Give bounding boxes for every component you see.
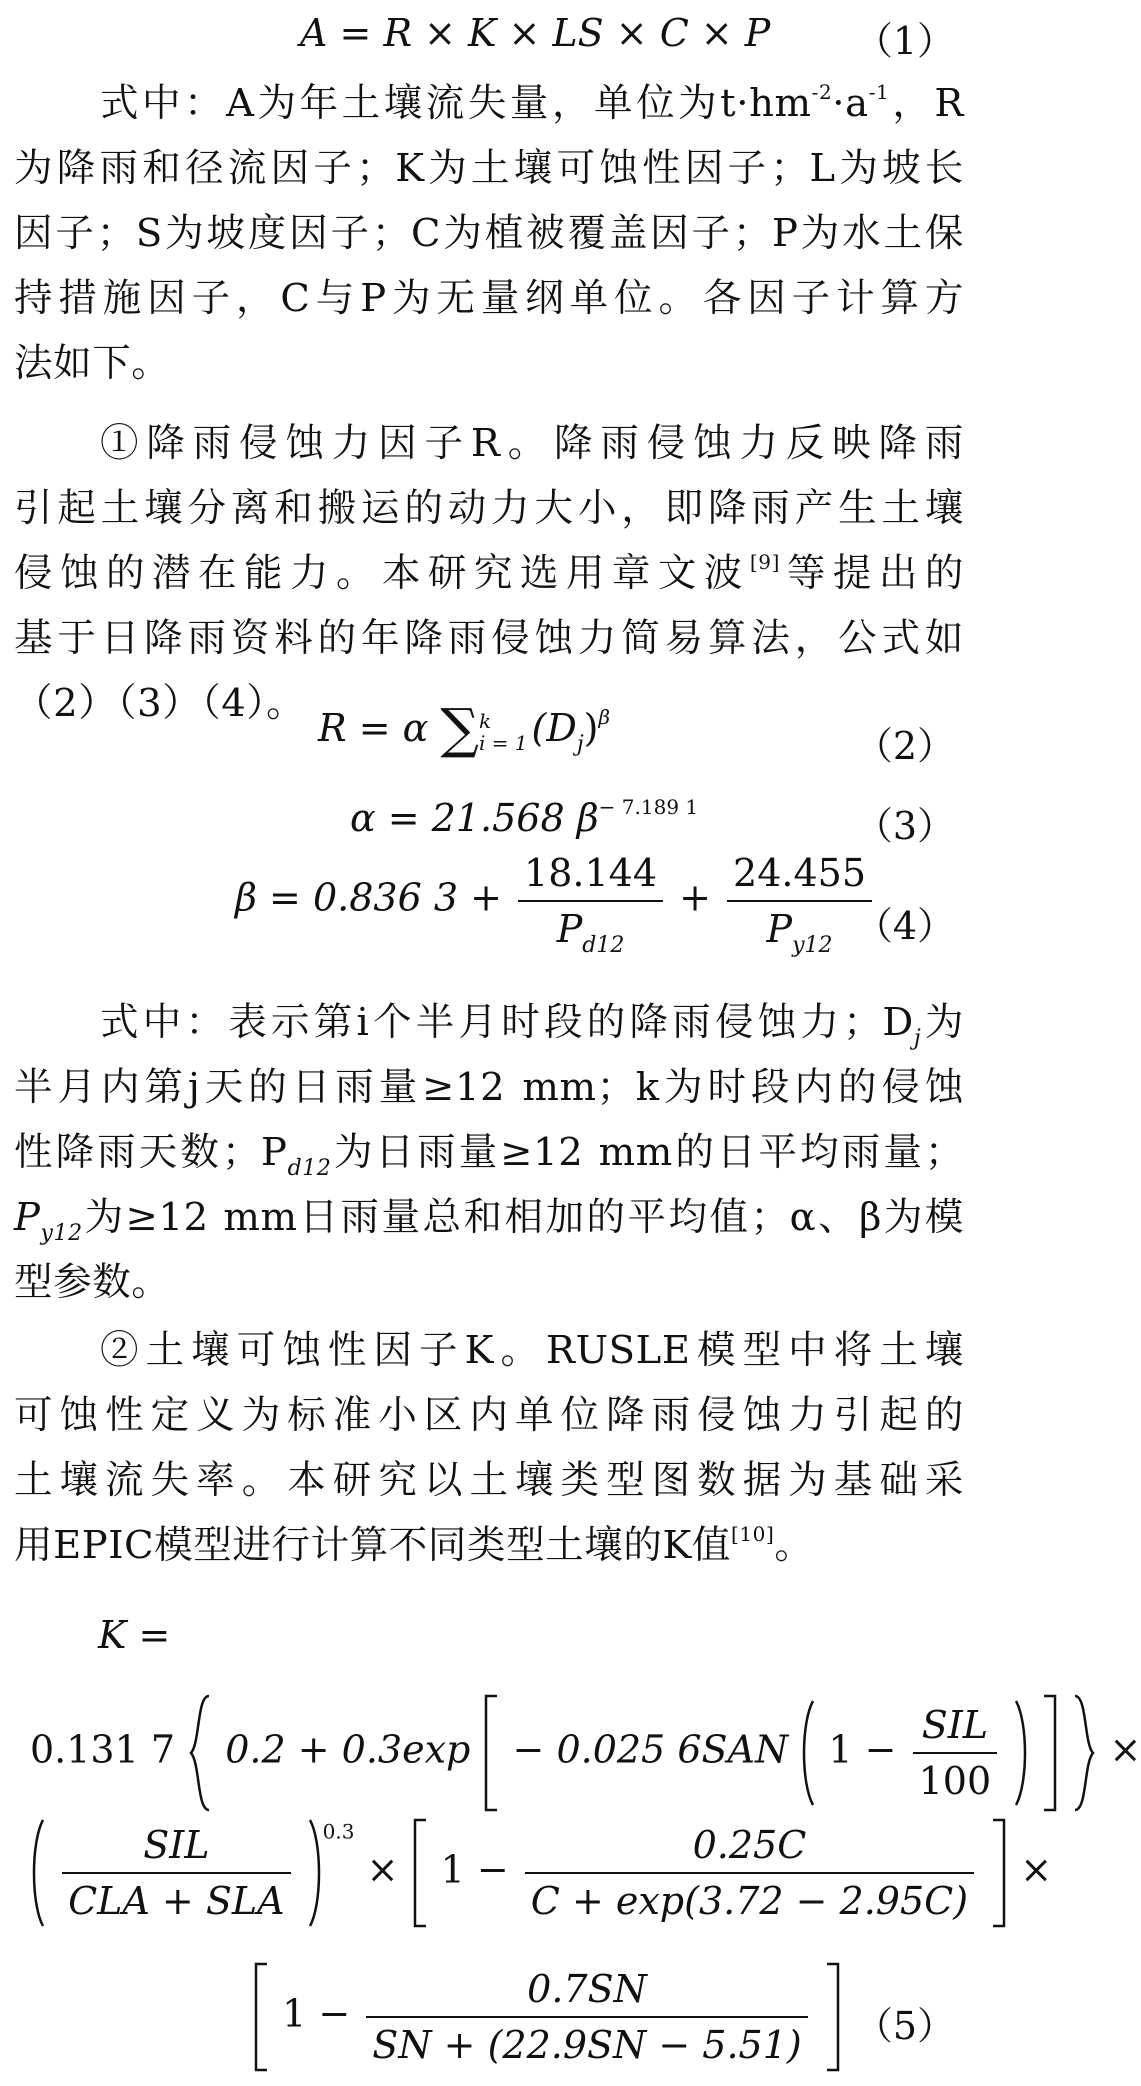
text-line: 持措施因子，C与P为无量纲单位。各因子计算方	[14, 276, 964, 321]
equation-5-label: K =	[98, 1613, 171, 1657]
text-line: 因子；S为坡度因子；C为植被覆盖因子；P为水土保	[14, 211, 964, 256]
right-bracket-icon	[990, 1817, 1008, 1929]
text-line: （2）（3）（4）。	[14, 681, 306, 726]
citation-10: [10]	[730, 1522, 775, 1546]
left-paren-icon	[30, 1817, 46, 1929]
equation-5-row-3: 1 − $\frac{0.7SN}{SN + (22.9SN - 5.51)}$	[252, 1961, 842, 2073]
text-line: 可蚀性定义为标准小区内单位降雨侵蚀力引起的	[14, 1393, 964, 1438]
equation-2: R = α ∑ k i = 1 $(D_j)^\beta$	[318, 697, 611, 760]
text-line: 法如下。	[14, 341, 171, 386]
left-paren-icon	[800, 1698, 816, 1808]
text-line: 式中：表示第i个半月时段的降雨侵蚀力；$D_j$为	[100, 1000, 964, 1051]
right-paren-icon	[1013, 1698, 1029, 1808]
paragraph-variable-definitions	[14, 990, 964, 1315]
text-line: 基于日降雨资料的年降雨侵蚀力简易算法，公式如	[14, 616, 964, 661]
fraction-d12: $\frac{18.144}{P_{d12}}$	[518, 850, 663, 952]
paragraph-symbol-definitions	[14, 71, 964, 396]
equation-5-row-1: 0.131 7 0.2 + 0.3exp − 0.025 6SAN 1 − $\frac{\text{SIL}}{100}$ ×	[30, 1693, 1141, 1813]
equation-2-number: （2）	[854, 724, 955, 768]
text-line: 引起土壤分离和搬运的动力大小，即降雨产生土壤	[14, 486, 964, 531]
left-bracket-icon	[411, 1817, 429, 1929]
text-line: 土壤流失率。本研究以土壤类型图数据为基础采	[14, 1458, 964, 1503]
text-line: 侵蚀的潜在能力。本研究选用章文波[9]等提出的	[14, 550, 965, 596]
fraction-sand-term: $\frac{0.7SN}{SN + (22.9SN - 5.51)}$	[366, 1966, 807, 2068]
equation-3: α = 21.568 $\beta^{- 7.189 1}$	[350, 795, 699, 840]
equation-4-number: （4）	[854, 904, 955, 948]
left-brace-icon	[187, 1693, 213, 1813]
fraction-sil-100: $\frac{\text{SIL}}{100}$	[913, 1702, 998, 1804]
text-line: 式中：A为年土壤流失量，单位为$t\cdot hm^{-2}\cdot a^{-1}$，R	[100, 80, 964, 126]
sum-limits: k i = 1	[478, 708, 528, 755]
equation-5-number: （5）	[854, 2004, 955, 2048]
left-bracket-icon	[482, 1693, 500, 1813]
text-line: $P_{y12}$为≥12 mm日雨量总和相加的平均值；α、β为模	[14, 1195, 964, 1246]
text-line: ①降雨侵蚀力因子R。降雨侵蚀力反映降雨	[100, 421, 964, 466]
right-bracket-icon	[1041, 1693, 1059, 1813]
text-line: 性降雨天数；$P_{d12}$为日雨量≥12 mm的日平均雨量；	[14, 1130, 965, 1181]
equation-1-number: （1）	[854, 19, 955, 63]
citation-9: [9]	[749, 550, 781, 574]
text-line: 型参数。	[14, 1260, 171, 1305]
equation-5-row-2: $\frac{\text{SIL}}{\text{CLA + SLA}}$ $^{0.3}$ × 1 − $\frac{0.25C}{C + \exp(3.72 - 2.95C)}$ ×	[30, 1817, 1052, 1929]
paragraph-soil-erodibility	[14, 1318, 964, 1578]
text-line: 用EPIC模型进行计算不同类型土壤的K值[10]。	[14, 1522, 814, 1568]
right-brace-icon	[1071, 1693, 1097, 1813]
equation-1	[300, 10, 770, 56]
right-bracket-icon	[824, 1961, 842, 2073]
fraction-clay-term: $\frac{0.25C}{C + \exp(3.72 - 2.95C)}$	[525, 1822, 974, 1924]
equation-4: β = 0.836 3 + $\frac{18.144}{P_{d12}}$ + $\frac{24.455}{P_{y12}}$	[235, 850, 876, 952]
right-paren-icon	[307, 1817, 323, 1929]
text-line: ②土壤可蚀性因子K。RUSLE模型中将土壤	[100, 1328, 964, 1373]
equation-3-number: （3）	[854, 804, 955, 848]
left-bracket-icon	[252, 1961, 270, 2073]
paragraph-rainfall-erosivity	[14, 411, 964, 736]
fraction-sil-cla-sla: $\frac{\text{SIL}}{\text{CLA + SLA}}$	[62, 1822, 290, 1924]
text-line: 为降雨和径流因子；K为土壤可蚀性因子；L为坡长	[14, 146, 964, 191]
text-line: 半月内第j天的日雨量≥12 mm；k为时段内的侵蚀	[14, 1065, 964, 1110]
equation-1-formula: A = R × K × LS × C × P	[300, 11, 771, 55]
sum-symbol: ∑	[440, 697, 479, 760]
fraction-y12: $\frac{24.455}{P_{y12}}$	[727, 850, 872, 952]
